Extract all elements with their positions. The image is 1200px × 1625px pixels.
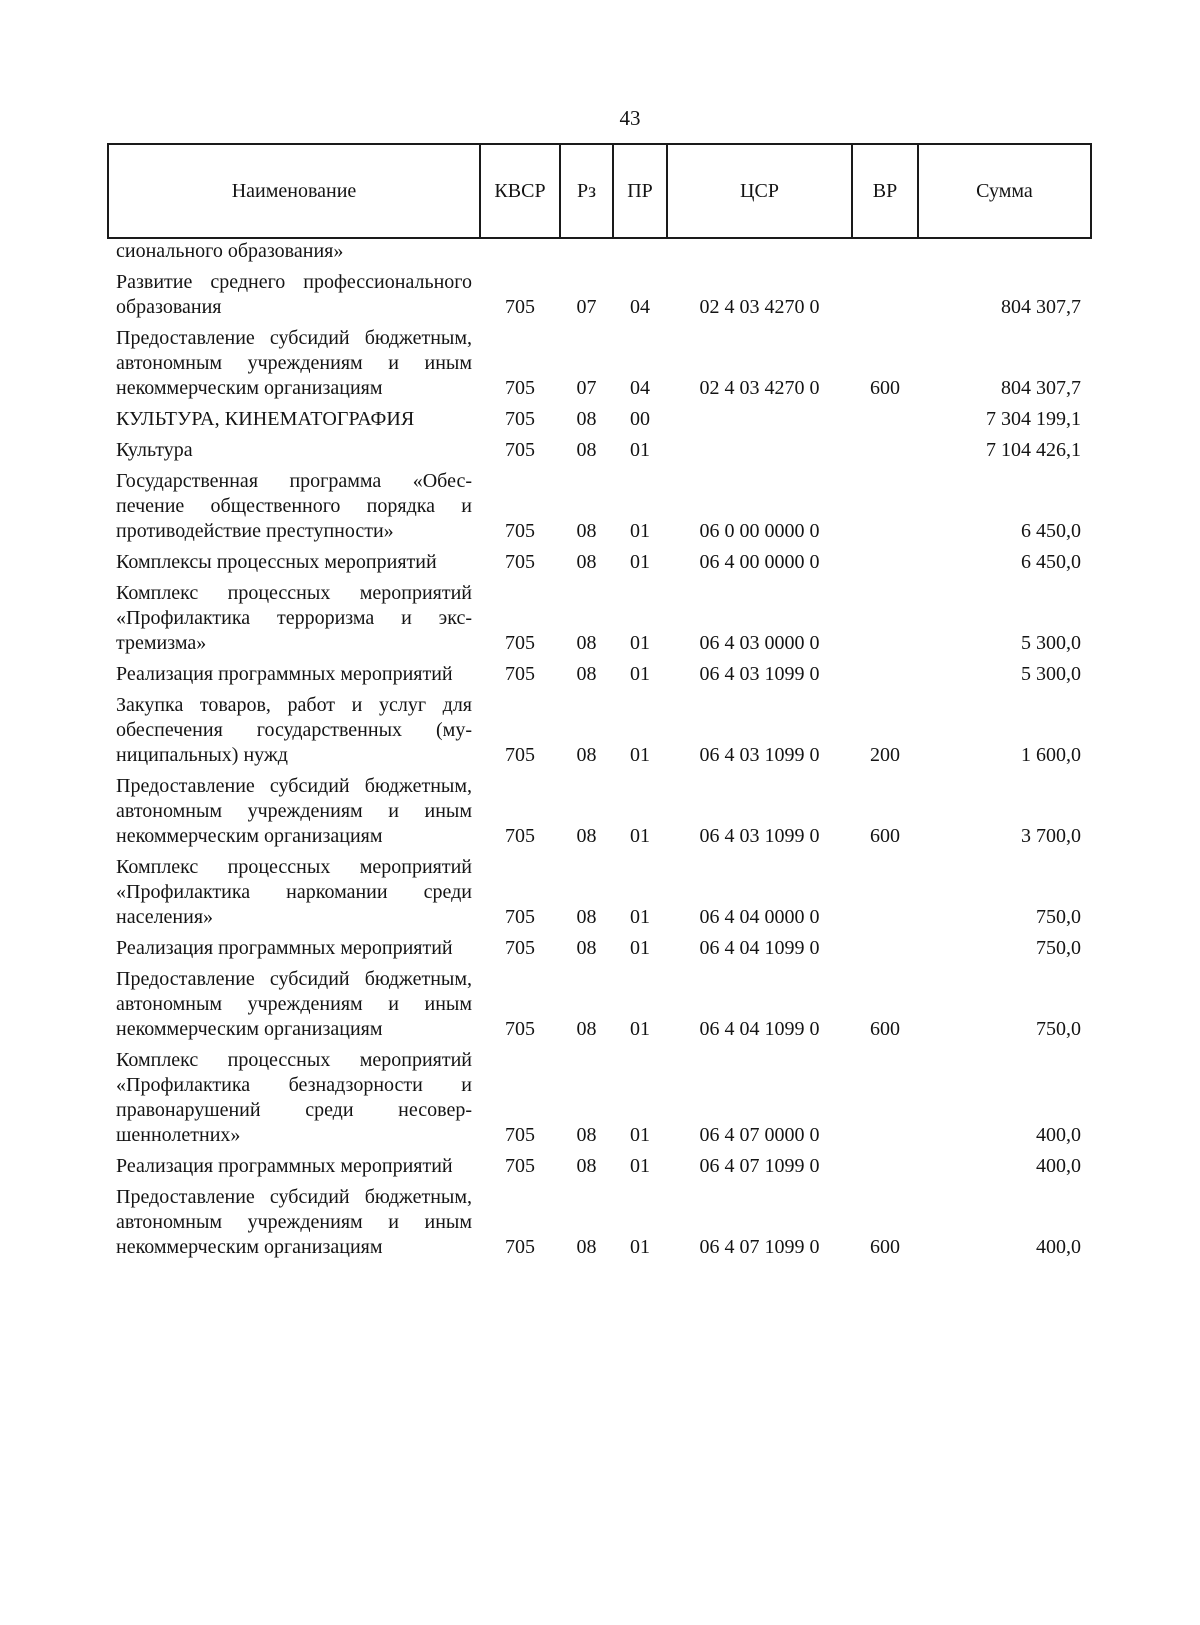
cell-pr: 01 [630,1124,650,1146]
cell-name: Предоставление субсидий бюджетным, автономным учреждениям и иным некоммерческим организациям [116,1186,472,1258]
cell-kvsr: 705 [505,937,535,959]
table-row [108,463,1091,544]
table-row [108,544,1091,575]
cell-csr: 02 4 03 4270 0 [699,296,820,318]
cell-name: Развитие среднего профессионального образования [116,271,472,318]
header-rz: Рз [560,144,613,238]
cell-pr: 01 [630,744,650,766]
cell-sum: 400,0 [1036,1236,1081,1258]
cell-kvsr: 705 [505,663,535,685]
cell-csr [667,238,852,264]
cell-sum: 400,0 [1036,1155,1081,1177]
cell-rz: 07 [576,377,597,399]
cell-pr: 01 [630,439,650,461]
cell-rz: 08 [576,520,597,542]
table-row [108,768,1091,849]
cell-vr [852,575,918,656]
cell-csr: 06 4 04 1099 0 [699,1018,820,1040]
cell-name: Культура [116,439,193,461]
cell-pr: 01 [630,551,650,573]
cell-name: Комплексы процессных мероприятий [116,551,437,573]
header-kvsr: КВСР [480,144,560,238]
table-row [108,1148,1091,1179]
cell-rz: 08 [576,1155,597,1177]
cell-rz: 08 [576,632,597,654]
cell-csr: 06 4 04 1099 0 [699,937,820,959]
cell-name: сионального образования» [116,240,344,262]
cell-kvsr: 705 [505,551,535,573]
table-row [108,849,1091,930]
cell-sum: 750,0 [1036,906,1081,928]
cell-kvsr [480,238,560,264]
cell-rz: 08 [576,551,597,573]
table-row [108,1179,1091,1260]
cell-sum: 6 450,0 [1021,551,1081,573]
cell-vr [852,849,918,930]
cell-kvsr: 705 [505,520,535,542]
cell-rz: 08 [576,663,597,685]
cell-pr: 04 [630,377,650,399]
cell-vr: 200 [870,744,900,766]
cell-rz: 08 [576,1236,597,1258]
cell-sum: 750,0 [1036,937,1081,959]
cell-pr: 01 [630,663,650,685]
table-row [108,961,1091,1042]
cell-kvsr: 705 [505,296,535,318]
cell-rz: 08 [576,906,597,928]
cell-vr: 600 [870,1236,900,1258]
cell-sum: 3 700,0 [1021,825,1081,847]
cell-rz: 08 [576,408,597,430]
cell-sum: 7 104 426,1 [986,439,1081,461]
cell-name: Комплекс процессных мероприятий «Профилактика терроризма и экстремизма» [116,582,472,654]
cell-sum: 804 307,7 [1001,377,1081,399]
table-row [108,264,1091,320]
table-row [108,320,1091,401]
page-number: 43 [619,106,641,130]
cell-vr: 600 [870,825,900,847]
cell-name: Предоставление субсидий бюджетным, автономным учреждениям и иным некоммерческим организациям [116,327,472,399]
cell-sum: 7 304 199,1 [986,408,1081,430]
cell-name: Предоставление субсидий бюджетным, автономным учреждениям и иным некоммерческим организациям [116,968,472,1040]
cell-name: Реализация программных мероприятий [116,1155,453,1177]
header-csr: ЦСР [667,144,852,238]
cell-vr [852,401,918,432]
budget-table [107,143,1092,1260]
cell-vr [852,1148,918,1179]
cell-pr: 01 [630,825,650,847]
cell-vr: 600 [870,1018,900,1040]
cell-vr [852,264,918,320]
cell-vr: 600 [870,377,900,399]
cell-rz: 08 [576,439,597,461]
cell-csr: 06 4 00 0000 0 [699,551,820,573]
cell-sum: 750,0 [1036,1018,1081,1040]
cell-csr: 06 0 00 0000 0 [699,520,820,542]
cell-vr [852,1042,918,1148]
cell-name: Комплекс процессных мероприятий «Профилактика наркомании среди населения» [116,856,472,928]
header-name: Наименование [108,144,480,238]
cell-rz: 07 [576,296,597,318]
table-row [108,238,1091,264]
cell-rz: 08 [576,1018,597,1040]
cell-rz [560,238,613,264]
cell-kvsr: 705 [505,825,535,847]
cell-name: Государственная программа «Обеспечение общественного порядка и противодействие преступности» [116,470,472,542]
header-vr: ВР [852,144,918,238]
cell-rz: 08 [576,825,597,847]
cell-rz: 08 [576,1124,597,1146]
cell-name: Реализация программных мероприятий [116,937,453,959]
cell-vr [852,238,918,264]
header-sum: Сумма [918,144,1091,238]
cell-name: Закупка товаров, работ и услуг для обеспечения государственных (муниципальных) нужд [116,694,472,766]
table-row [108,656,1091,687]
cell-csr: 02 4 03 4270 0 [699,377,820,399]
cell-csr: 06 4 07 1099 0 [699,1155,820,1177]
cell-name: Комплекс процессных мероприятий «Профилактика безнадзорности и правонарушений среди несовершеннолетних» [116,1049,472,1146]
cell-kvsr: 705 [505,1124,535,1146]
cell-kvsr: 705 [505,1155,535,1177]
cell-pr [613,238,667,264]
table-row [108,401,1091,432]
cell-csr: 06 4 07 1099 0 [699,1236,820,1258]
cell-sum: 1 600,0 [1021,744,1081,766]
cell-csr: 06 4 03 1099 0 [699,663,820,685]
cell-kvsr: 705 [505,439,535,461]
cell-pr: 01 [630,906,650,928]
cell-rz: 08 [576,937,597,959]
table-row [108,1042,1091,1148]
table-body [108,238,1091,1260]
cell-name: Предоставление субсидий бюджетным, автономным учреждениям и иным некоммерческим организациям [116,775,472,847]
cell-csr: 06 4 03 1099 0 [699,825,820,847]
table-row [108,432,1091,463]
cell-pr: 01 [630,1155,650,1177]
cell-csr: 06 4 03 0000 0 [699,632,820,654]
table-row [108,930,1091,961]
cell-csr: 06 4 04 0000 0 [699,906,820,928]
cell-pr: 01 [630,1018,650,1040]
cell-vr [852,656,918,687]
cell-kvsr: 705 [505,1236,535,1258]
cell-kvsr: 705 [505,408,535,430]
cell-kvsr: 705 [505,906,535,928]
table-header [108,144,1091,238]
cell-vr [852,544,918,575]
header-pr: ПР [613,144,667,238]
cell-pr: 01 [630,632,650,654]
cell-kvsr: 705 [505,632,535,654]
cell-kvsr: 705 [505,377,535,399]
cell-sum: 5 300,0 [1021,663,1081,685]
cell-kvsr: 705 [505,744,535,766]
cell-sum: 5 300,0 [1021,632,1081,654]
cell-vr [852,432,918,463]
cell-kvsr: 705 [505,1018,535,1040]
cell-name: КУЛЬТУРА, КИНЕМАТОГРАФИЯ [116,408,415,430]
cell-sum: 6 450,0 [1021,520,1081,542]
cell-csr: 06 4 07 0000 0 [699,1124,820,1146]
cell-vr [852,463,918,544]
cell-csr: 06 4 03 1099 0 [699,744,820,766]
cell-sum: 804 307,7 [1001,296,1081,318]
cell-pr: 01 [630,520,650,542]
cell-pr: 01 [630,937,650,959]
cell-name: Реализация программных мероприятий [116,663,453,685]
cell-vr [852,930,918,961]
cell-rz: 08 [576,744,597,766]
table-row [108,575,1091,656]
cell-sum [918,238,1091,264]
cell-pr: 01 [630,1236,650,1258]
cell-csr [667,432,852,463]
cell-pr: 04 [630,296,650,318]
cell-csr [667,401,852,432]
cell-pr: 00 [630,408,650,430]
cell-sum: 400,0 [1036,1124,1081,1146]
table-row [108,687,1091,768]
